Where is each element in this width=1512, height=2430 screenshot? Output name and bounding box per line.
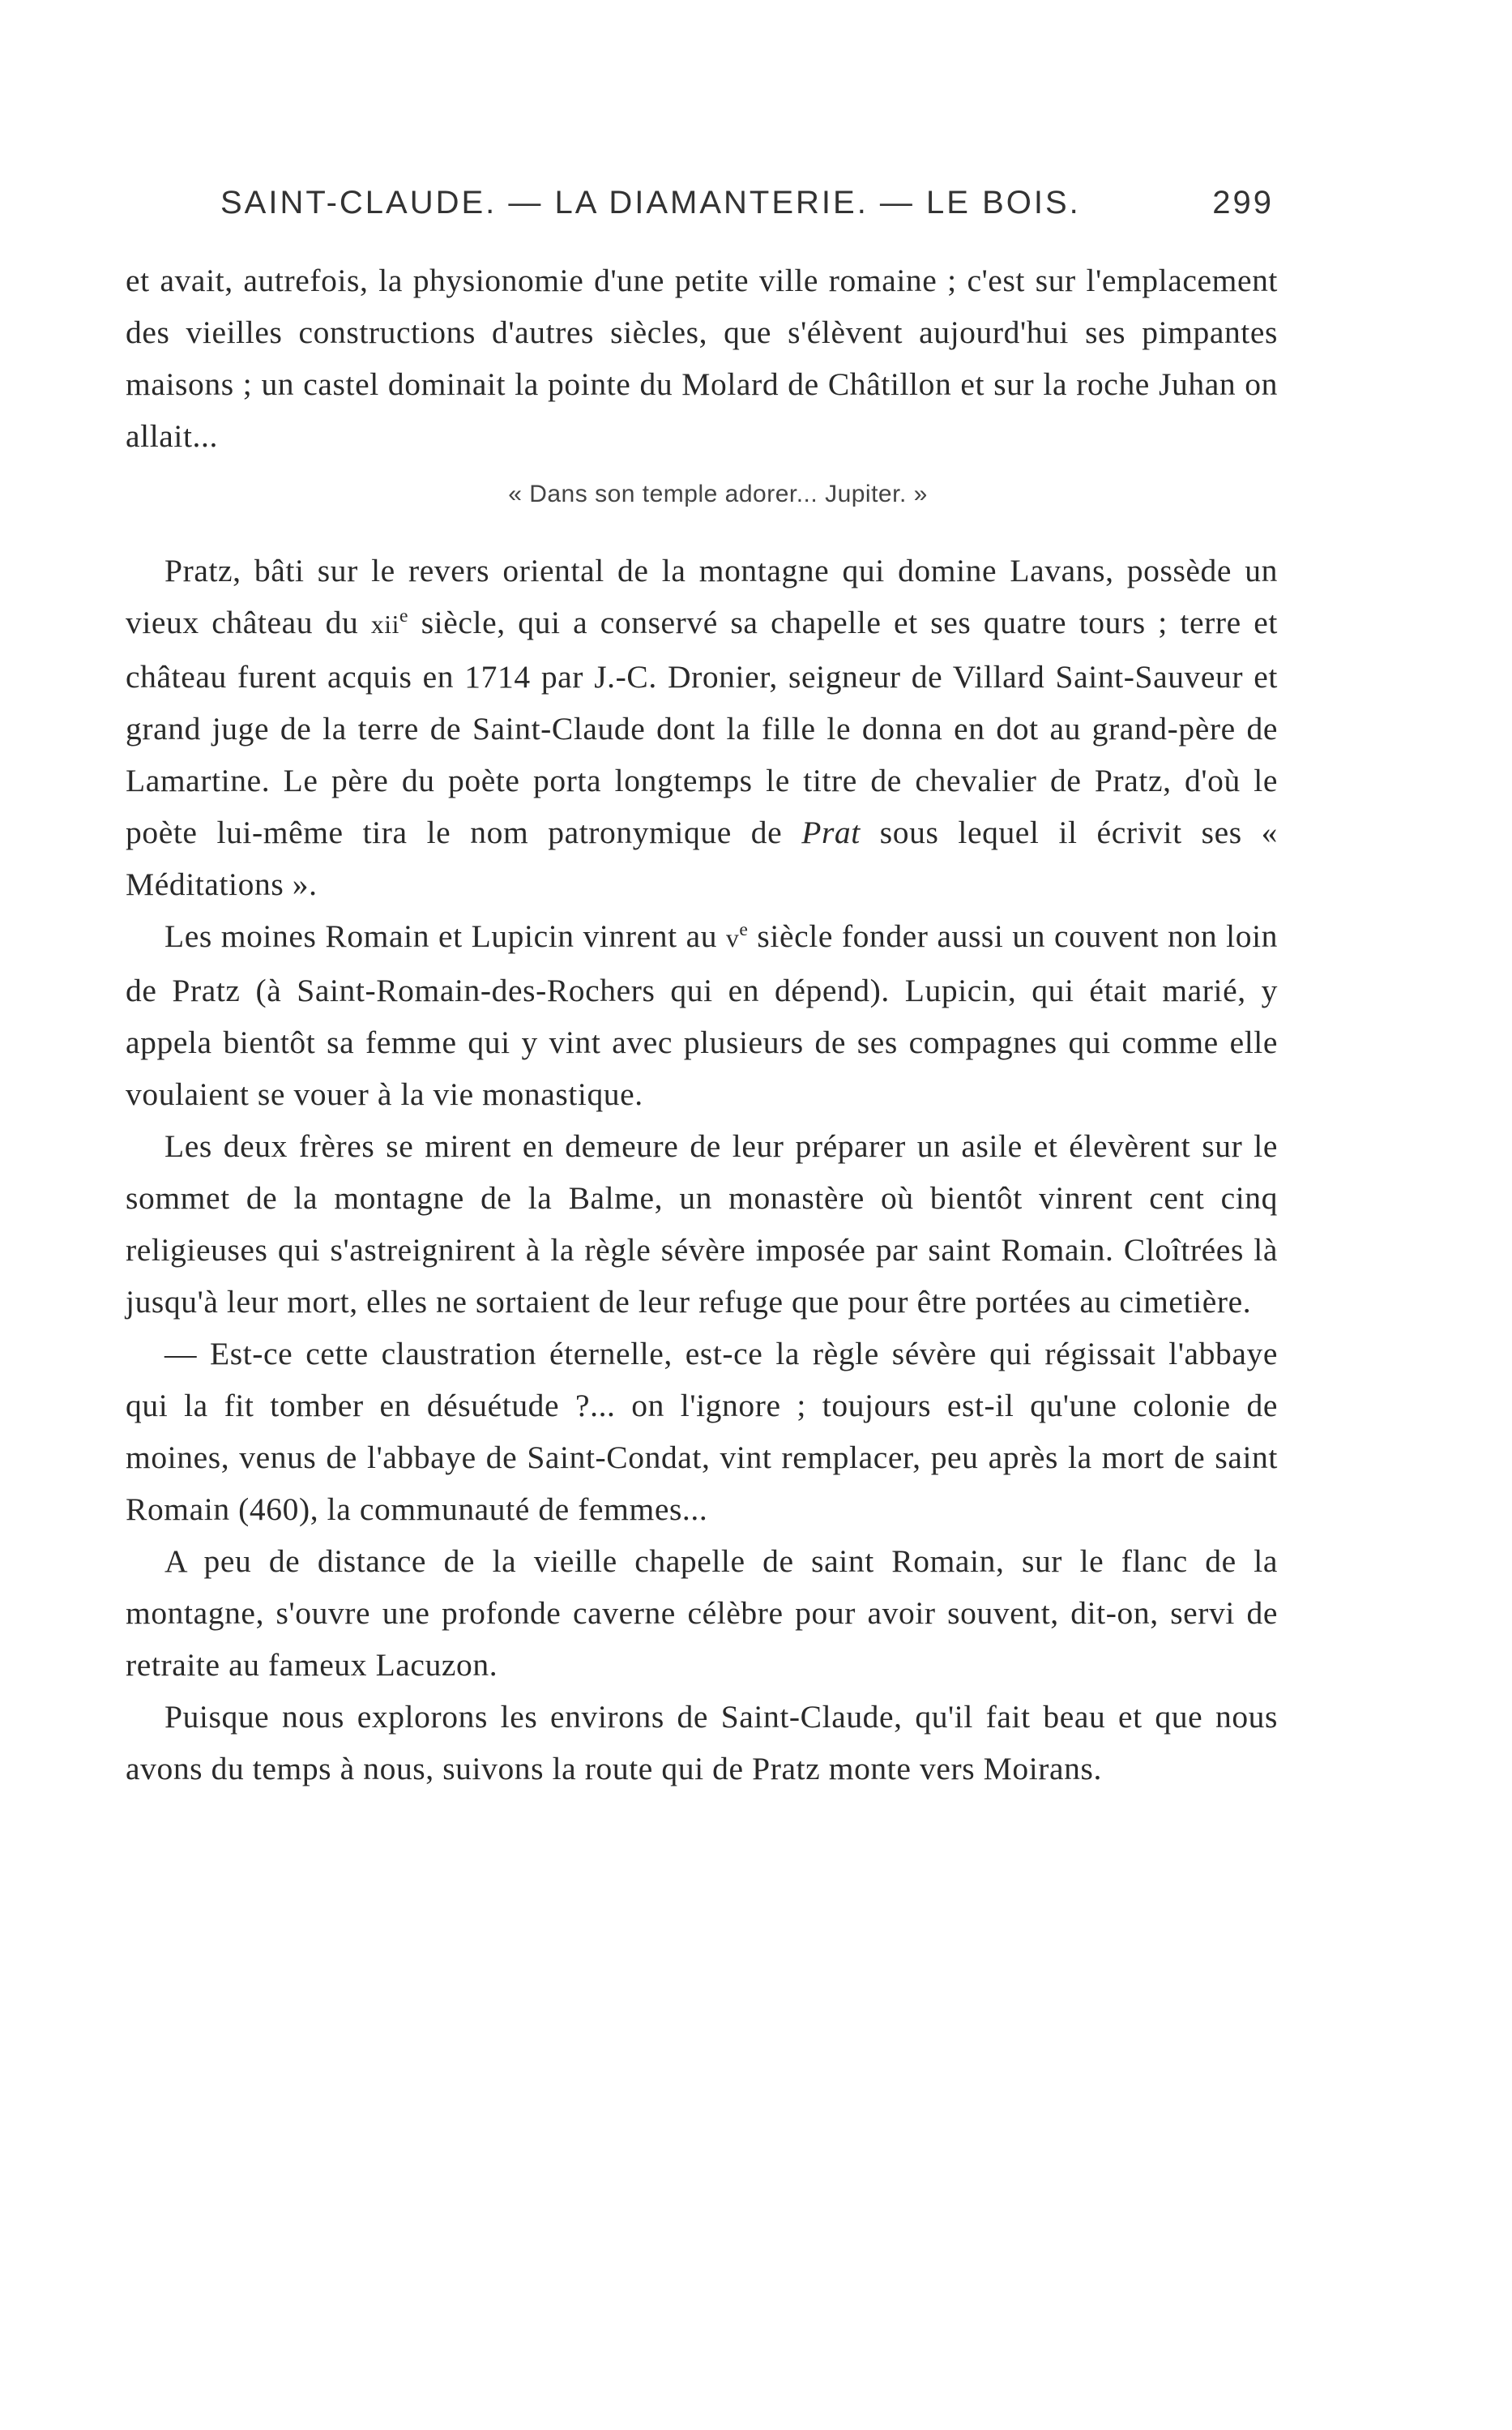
running-title: SAINT-CLAUDE. — LA DIAMANTERIE. — LE BOIS. [220,185,1081,220]
paragraph-freres: Les deux frères se mirent en demeure de leur préparer un asile et élevèrent sur le sommet de la montagne de la Balme, un monastère où bientôt vinrent cent cinq religieuses qui s'astreignirent à la règle sévère imposée par saint Romain. Cloîtrées là jusqu'à leur mort, elles ne sortaient de leur refuge que pour être portées au cimetière. [126,1128,1278,1320]
paragraph-continued: et avait, autrefois, la physionomie d'une petite ville romaine ; c'est sur l'emplacement des vieilles constructions d'autres siècles, que s'élèvent aujourd'hui ses pimpantes maisons ; un castel dominait la pointe du Molard de Châtillon et sur la roche Juhan on allait... [126,263,1278,454]
paragraph-text: sous lequel il écrivit ses « Méditations ». [126,815,1278,902]
paragraph-text: siècle fonder aussi un couvent non loin de Pratz (à Saint-Romain-des-Rochers qui en dépend). Lupicin, qui était marié, y appela bientôt sa femme qui y vint avec plusieurs de ses compagnes qui comme elle voulaient se vouer à la vie monastique. [126,918,1278,1112]
paragraph-caverne: A peu de distance de la vieille chapelle de saint Romain, sur le flanc de la montagne, s'ouvre une profonde caverne célèbre pour avoir souvent, dit-on, servi de retraite au fameux Lacuzon. [126,1543,1278,1683]
quotation: « Dans son temple adorer... Jupiter. » [508,481,928,507]
italic-name: Prat [801,815,861,850]
paragraph-text: siècle, qui a conservé sa chapelle et ses quatre tours ; terre et château furent acquis en 1714 par J.-C. Dronier, seigneur de Villard Saint-Sauveur et grand juge de la terre de Saint-Claude dont la fille le donna en dot au grand-père de Lamartine. Le père du poète porta longtemps le titre de chevalier de Pratz, d'où le poète lui-même tira le nom patronymique de [126,605,1278,850]
century-numeral: v [725,924,740,952]
century-numeral: xii [370,610,400,639]
century-superscript: e [399,605,409,627]
paragraph-route: Puisque nous explorons les environs de Saint-Claude, qu'il fait beau et que nous avons du temps à nous, suivons la route qui de Pratz monte vers Moirans. [126,1699,1278,1786]
century-superscript: e [739,918,749,940]
paragraph-moines [126,910,1278,1120]
paragraph-claustration: — Est-ce cette claustration éternelle, est-ce la règle sévère qui régissait l'abbaye qui la fit tomber en désuétude ?... on l'ignore ; toujours est-il qu'une colonie de moines, venus de l'abbaye de Saint-Condat, vint remplacer, peu après la mort de saint Romain (460), la communauté de femmes... [126,1336,1278,1527]
paragraph-text: Pratz, bâti sur le revers oriental de la montagne qui domine Lavans, possède un vieux château du [126,553,1278,640]
paragraph-pratz [126,545,1278,910]
page-number: 299 [1212,185,1274,220]
paragraph-text: Les moines Romain et Lupicin vinrent au [164,918,726,954]
body-text [126,255,1278,1795]
running-header [220,185,1274,233]
